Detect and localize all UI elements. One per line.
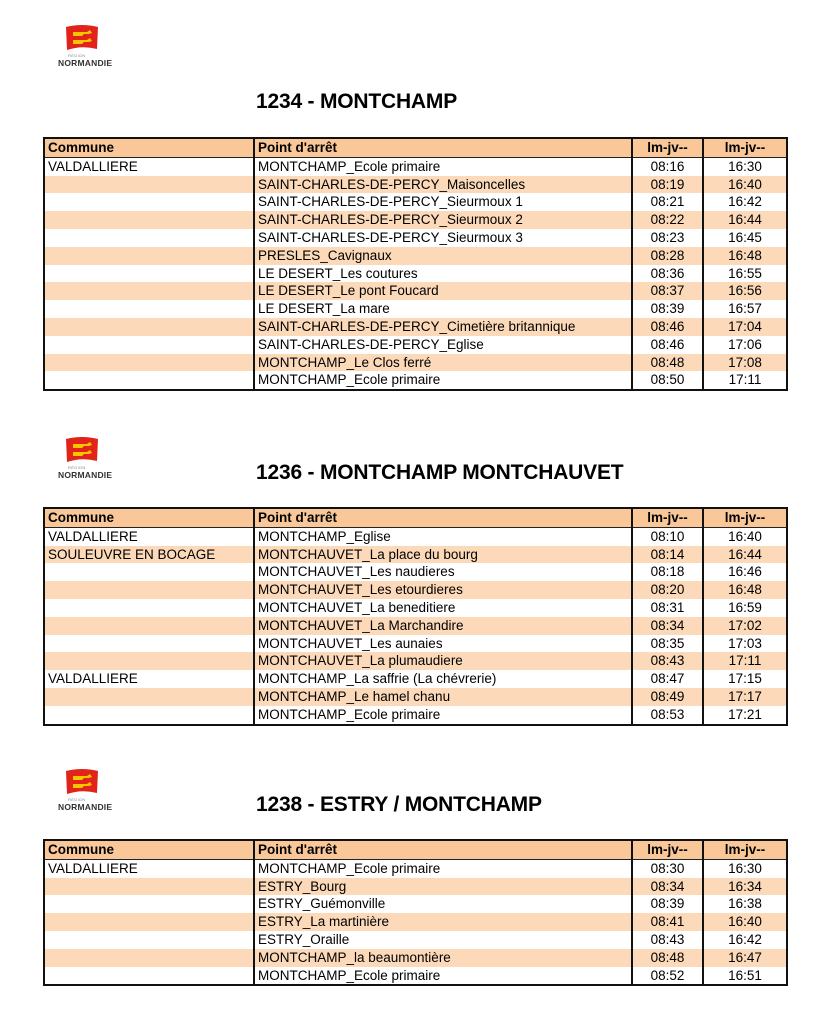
stop-cell: ESTRY_Bourg (254, 878, 632, 896)
time-afternoon-cell: 17:21 (703, 706, 787, 725)
table-header-row (44, 138, 787, 157)
table-row (44, 949, 787, 967)
table-row (44, 652, 787, 670)
header-stop: Point d'arrêt (254, 840, 632, 859)
table-row (44, 546, 787, 564)
commune-cell (44, 931, 254, 949)
stop-cell: SAINT-CHARLES-DE-PERCY_Sieurmoux 2 (254, 211, 632, 229)
time-morning-cell: 08:48 (632, 354, 703, 372)
time-morning-cell: 08:20 (632, 581, 703, 599)
stop-cell: LE DESERT_Les coutures (254, 265, 632, 283)
stop-cell: SAINT-CHARLES-DE-PERCY_Sieurmoux 3 (254, 229, 632, 247)
time-morning-cell: 08:34 (632, 878, 703, 896)
commune-cell (44, 895, 254, 913)
stop-cell: MONTCHAUVET_La Marchandire (254, 617, 632, 635)
commune-cell: VALDALLIERE (48, 158, 138, 174)
time-morning-cell: 08:19 (632, 176, 703, 194)
time-afternoon-cell: 16:40 (703, 527, 787, 545)
time-afternoon-cell: 16:40 (703, 913, 787, 931)
commune-cell (44, 652, 254, 670)
stop-cell: MONTCHAUVET_La beneditiere (254, 599, 632, 617)
commune-cell (44, 193, 254, 211)
timetable-1238 (43, 839, 788, 986)
time-afternoon-cell: 16:46 (703, 563, 787, 581)
commune-cell (44, 176, 254, 194)
stop-cell: ESTRY_Oraille (254, 931, 632, 949)
time-morning-cell: 08:39 (632, 895, 703, 913)
time-afternoon-cell: 17:02 (703, 617, 787, 635)
time-afternoon-cell: 16:42 (703, 931, 787, 949)
time-morning-cell: 08:36 (632, 265, 703, 283)
commune-cell (44, 913, 254, 931)
stop-cell: MONTCHAMP_la beaumontière (254, 949, 632, 967)
time-afternoon-cell: 16:55 (703, 265, 787, 283)
table-row (44, 878, 787, 896)
stop-cell: MONTCHAMP_Eglise (254, 527, 632, 545)
stop-cell: MONTCHAMP_La saffrie (La chévrerie) (254, 670, 632, 688)
stop-cell: MONTCHAMP_Le Clos ferré (254, 354, 632, 372)
stop-cell: MONTCHAMP_Ecole primaire (254, 157, 632, 175)
commune-cell (44, 318, 254, 336)
time-afternoon-cell: 17:08 (703, 354, 787, 372)
time-afternoon-cell: 17:17 (703, 688, 787, 706)
commune-cell (44, 282, 254, 300)
stop-cell: MONTCHAUVET_La plumaudiere (254, 652, 632, 670)
normandy-flag-icon (64, 24, 100, 52)
time-morning-cell: 08:46 (632, 318, 703, 336)
table-row (44, 617, 787, 635)
timetable-1234 (43, 137, 788, 391)
table-row (44, 967, 787, 986)
time-afternoon-cell: 16:48 (703, 581, 787, 599)
header-time-afternoon: lm-jv-- (703, 508, 787, 527)
stop-cell: MONTCHAMP_Ecole primaire (254, 706, 632, 725)
stop-cell: LE DESERT_La mare (254, 300, 632, 318)
stop-cell: MONTCHAUVET_Les aunaies (254, 635, 632, 653)
time-morning-cell: 08:23 (632, 229, 703, 247)
time-morning-cell: 08:31 (632, 599, 703, 617)
stop-cell: MONTCHAMP_Ecole primaire (254, 371, 632, 390)
header-time-morning: lm-jv-- (632, 840, 703, 859)
table-row (44, 371, 787, 390)
commune-cell (44, 967, 254, 986)
table-row (44, 581, 787, 599)
stop-cell: LE DESERT_Le pont Foucard (254, 282, 632, 300)
table-row (44, 895, 787, 913)
stop-cell: MONTCHAMP_Le hamel chanu (254, 688, 632, 706)
stop-cell: SAINT-CHARLES-DE-PERCY_Cimetière britannique (254, 318, 632, 336)
logo-region-label: RÉGION (68, 465, 86, 470)
commune-cell (44, 300, 254, 318)
time-morning-cell: 08:53 (632, 706, 703, 725)
table-row (44, 300, 787, 318)
logo-region-label: RÉGION (68, 53, 86, 58)
time-afternoon-cell: 17:04 (703, 318, 787, 336)
table-row (44, 211, 787, 229)
time-afternoon-cell: 17:11 (703, 652, 787, 670)
section-title-1234: 1234 - MONTCHAMP (256, 90, 457, 113)
section-title-1238: 1238 - ESTRY / MONTCHAMP (256, 793, 542, 816)
time-morning-cell: 08:39 (632, 300, 703, 318)
table-row (44, 354, 787, 372)
header-commune: Commune (44, 840, 254, 859)
commune-cell (44, 635, 254, 653)
time-morning-cell: 08:52 (632, 967, 703, 986)
logo-normandie-label: NORMANDIE (58, 58, 113, 68)
commune-cell (44, 617, 254, 635)
commune-cell (44, 265, 254, 283)
stop-cell: MONTCHAUVET_Les naudieres (254, 563, 632, 581)
table-row (44, 176, 787, 194)
commune-cell (44, 599, 254, 617)
stop-cell: SAINT-CHARLES-DE-PERCY_Eglise (254, 336, 632, 354)
table-row (44, 247, 787, 265)
stop-cell: SAINT-CHARLES-DE-PERCY_Sieurmoux 1 (254, 193, 632, 211)
header-stop: Point d'arrêt (254, 138, 632, 157)
table-header-row (44, 508, 787, 527)
commune-cell (44, 211, 254, 229)
logo-region-label: RÉGION (68, 797, 86, 802)
header-commune: Commune (44, 138, 254, 157)
table-header-row (44, 840, 787, 859)
commune-cell (44, 371, 254, 390)
time-afternoon-cell: 16:47 (703, 949, 787, 967)
time-afternoon-cell: 17:15 (703, 670, 787, 688)
time-afternoon-cell: 16:57 (703, 300, 787, 318)
logo-normandie-label: NORMANDIE (58, 470, 113, 480)
table-row (44, 229, 787, 247)
time-afternoon-cell: 16:34 (703, 878, 787, 896)
commune-cell (44, 247, 254, 265)
stop-cell: MONTCHAMP_Ecole primaire (254, 859, 632, 877)
commune-cell (44, 878, 254, 896)
commune-cell (44, 949, 254, 967)
time-morning-cell: 08:50 (632, 371, 703, 390)
time-morning-cell: 08:28 (632, 247, 703, 265)
table-row (44, 859, 787, 877)
time-afternoon-cell: 16:51 (703, 967, 787, 986)
table-row (44, 527, 787, 545)
table-row (44, 318, 787, 336)
commune-cell (44, 581, 254, 599)
table-row (44, 635, 787, 653)
time-morning-cell: 08:41 (632, 913, 703, 931)
time-afternoon-cell: 16:40 (703, 176, 787, 194)
commune-cell: VALDALLIERE (48, 860, 138, 876)
time-morning-cell: 08:47 (632, 670, 703, 688)
time-morning-cell: 08:49 (632, 688, 703, 706)
region-normandie-logo (56, 436, 126, 486)
commune-cell (44, 229, 254, 247)
table-row (44, 336, 787, 354)
region-normandie-logo (56, 768, 126, 818)
table-row (44, 688, 787, 706)
commune-cell: SOULEUVRE EN BOCAGE (44, 546, 254, 564)
time-morning-cell: 08:46 (632, 336, 703, 354)
header-time-afternoon: lm-jv-- (703, 840, 787, 859)
time-afternoon-cell: 16:30 (703, 859, 787, 877)
table-row (44, 157, 787, 175)
table-row (44, 913, 787, 931)
time-afternoon-cell: 17:06 (703, 336, 787, 354)
time-afternoon-cell: 16:38 (703, 895, 787, 913)
time-afternoon-cell: 17:03 (703, 635, 787, 653)
time-morning-cell: 08:48 (632, 949, 703, 967)
table-row (44, 599, 787, 617)
table-row (44, 563, 787, 581)
table-row (44, 931, 787, 949)
commune-cell (44, 688, 254, 706)
section-title-1236: 1236 - MONTCHAMP MONTCHAUVET (256, 461, 624, 484)
time-morning-cell: 08:37 (632, 282, 703, 300)
stop-cell: ESTRY_La martinière (254, 913, 632, 931)
region-normandie-logo (56, 24, 126, 74)
time-morning-cell: 08:14 (632, 546, 703, 564)
time-afternoon-cell: 16:45 (703, 229, 787, 247)
time-morning-cell: 08:10 (632, 527, 703, 545)
time-morning-cell: 08:34 (632, 617, 703, 635)
header-stop: Point d'arrêt (254, 508, 632, 527)
stop-cell: SAINT-CHARLES-DE-PERCY_Maisoncelles (254, 176, 632, 194)
table-row (44, 706, 787, 725)
time-morning-cell: 08:43 (632, 931, 703, 949)
time-afternoon-cell: 16:56 (703, 282, 787, 300)
commune-cell (44, 354, 254, 372)
time-afternoon-cell: 16:42 (703, 193, 787, 211)
header-commune: Commune (44, 508, 254, 527)
stop-cell: MONTCHAUVET_Les etourdieres (254, 581, 632, 599)
commune-cell: VALDALLIERE (48, 528, 138, 544)
normandy-flag-icon (64, 436, 100, 464)
commune-cell: VALDALLIERE (48, 671, 138, 687)
stop-cell: PRESLES_Cavignaux (254, 247, 632, 265)
table-row (44, 670, 787, 688)
logo-normandie-label: NORMANDIE (58, 802, 113, 812)
commune-cell (44, 336, 254, 354)
time-morning-cell: 08:18 (632, 563, 703, 581)
table-row (44, 193, 787, 211)
time-afternoon-cell: 16:44 (703, 211, 787, 229)
time-afternoon-cell: 16:30 (703, 157, 787, 175)
stop-cell: ESTRY_Guémonville (254, 895, 632, 913)
table-row (44, 282, 787, 300)
commune-cell (44, 706, 254, 725)
table-row (44, 265, 787, 283)
time-afternoon-cell: 17:11 (703, 371, 787, 390)
commune-cell (44, 563, 254, 581)
time-afternoon-cell: 16:59 (703, 599, 787, 617)
time-afternoon-cell: 16:44 (703, 546, 787, 564)
time-morning-cell: 08:43 (632, 652, 703, 670)
time-morning-cell: 08:21 (632, 193, 703, 211)
stop-cell: MONTCHAUVET_La place du bourg (254, 546, 632, 564)
time-morning-cell: 08:30 (632, 859, 703, 877)
header-time-morning: lm-jv-- (632, 138, 703, 157)
normandy-flag-icon (64, 768, 100, 796)
time-morning-cell: 08:35 (632, 635, 703, 653)
header-time-morning: lm-jv-- (632, 508, 703, 527)
header-time-afternoon: lm-jv-- (703, 138, 787, 157)
time-afternoon-cell: 16:48 (703, 247, 787, 265)
time-morning-cell: 08:22 (632, 211, 703, 229)
timetable-1236 (43, 507, 788, 726)
stop-cell: MONTCHAMP_Ecole primaire (254, 967, 632, 986)
time-morning-cell: 08:16 (632, 157, 703, 175)
